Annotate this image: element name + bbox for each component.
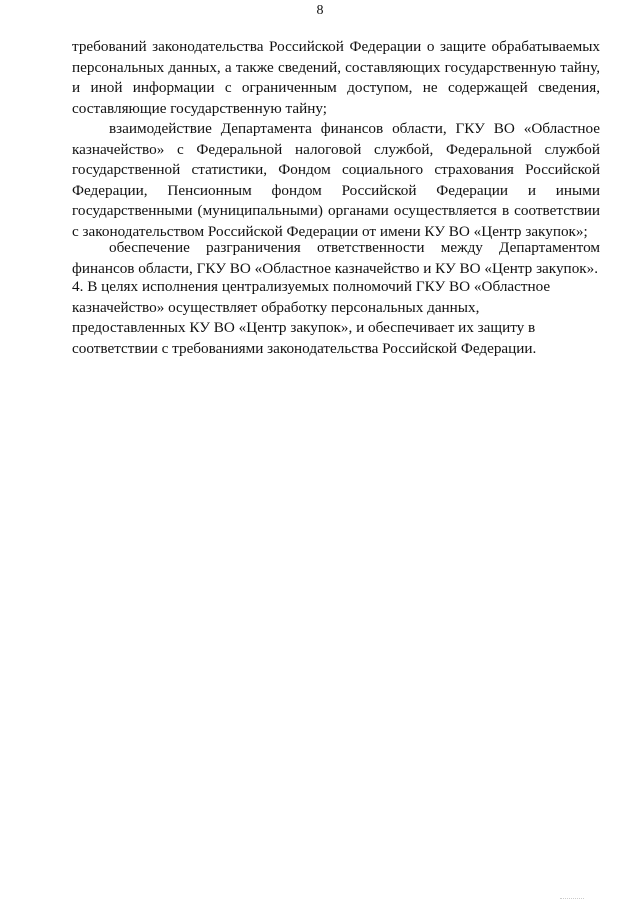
paragraph-text: взаимодействие Департамента финансов области, ГКУ ВО «Областное казначейство» с Федеральной налоговой службой, Федеральной службой государственной статистики, Фондом социального страхования Российской Федерации, Пенсионным фондом Российской Федерации и иными государственными (муниципальными) органами осуществляется в соответствии с законодательством Российской Федерации от имени КУ ВО «Центр закупок»; [72,120,600,240]
paragraph-text: 4. В целях исполнения централизуемых полномочий ГКУ ВО «Областное казначейство» осуществляет обработку персональных данных, предоставленных КУ ВО «Центр закупок», и обеспечивает их защиту в соответствии с требованиями законодательства Российской Федерации. [72,278,551,357]
paragraph-responsibility [72,238,600,279]
page-number: 8 [316,3,324,18]
paragraph-interaction [72,119,600,242]
paragraph-text: обеспечение разграничения ответственности между Департаментом финансов области, ГКУ ВО «Областное казначейство и КУ ВО «Центр закупок». [72,239,600,277]
paragraph-personal-data [72,277,592,359]
scan-artifact [560,898,584,903]
paragraph-text: требований законодательства Российской Федерации о защите обрабатываемых персональных данных, а также сведений, составляющих государственную тайну, и иной информации с ограниченным доступом, не содержащей сведения, составляющие государственную тайну; [72,38,600,117]
paragraph-data-protection [72,37,600,119]
